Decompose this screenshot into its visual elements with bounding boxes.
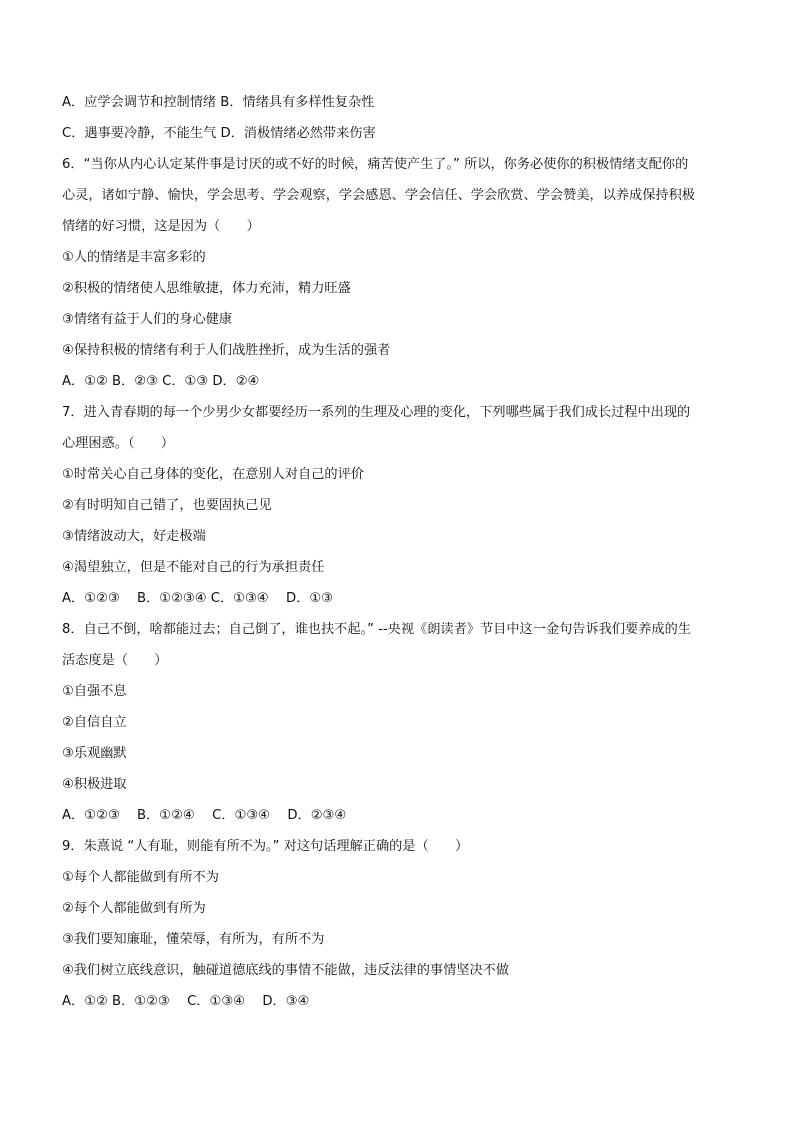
q8-statement-4: ④积极进取 xyxy=(62,777,127,792)
q6-stem-line-1: 6．“当你从内心认定某件事是讨厌的或不好的时候，痛苦使产生了。” 所以，你务必使你的积极情绪支配你的 xyxy=(62,157,689,172)
q9-statement-3: ③我们要知廉耻，懂荣辱，有所为，有所不为 xyxy=(62,932,325,947)
q8-answer-options: A．①②③ B．①②④ C．①③④ D．②③④ xyxy=(62,808,347,823)
q7-statement-2: ②有时明知自己错了，也要固执己见 xyxy=(62,498,272,513)
q9-statement-1: ①每个人都能做到有所不为 xyxy=(62,870,219,885)
q6-statement-4: ④保持积极的情绪有利于人们战胜挫折，成为生活的强者 xyxy=(62,343,391,358)
q7-statement-4: ④渴望独立，但是不能对自己的行为承担责任 xyxy=(62,560,325,575)
q6-stem-line-3: 情绪的好习惯，这是因为（ ） xyxy=(62,219,260,234)
q7-stem-line-2: 心理困惑。（ ） xyxy=(62,436,175,451)
q7-statement-3: ③情绪波动大，好走极端 xyxy=(62,529,206,544)
q6-statement-2: ②积极的情绪使人思维敏捷，体力充沛，精力旺盛 xyxy=(62,281,351,296)
q8-stem-line-2: 活态度是（ ） xyxy=(62,653,168,668)
q5-options-ab: A．应学会调节和控制情绪 B．情绪具有多样性复杂性 xyxy=(62,95,375,110)
q6-answer-options: A．①② B．②③ C．①③ D．②④ xyxy=(62,374,260,389)
q6-statement-1: ①人的情绪是丰富多彩的 xyxy=(62,250,206,265)
q8-statement-2: ②自信自立 xyxy=(62,715,127,730)
q7-answer-options: A．①②③ B．①②③④ C．①③④ D．①③ xyxy=(62,591,333,606)
q9-statement-4: ④我们树立底线意识，触碰道德底线的事情不能做，违反法律的事情坚决不做 xyxy=(62,963,510,978)
q6-stem-line-2: 心灵，诸如宁静、愉快，学会思考、学会观察，学会感恩、学会信任、学会欣赏、学会赞美，以养成保持积极 xyxy=(62,188,695,203)
q9-statement-2: ②每个人都能做到有所为 xyxy=(62,901,206,916)
q8-statement-3: ③乐观幽默 xyxy=(62,746,127,761)
q9-stem: 9．朱熹说 “人有耻，则能有所不为。” 对这句话理解正确的是（ ） xyxy=(62,839,469,854)
q9-answer-options: A．①② B．①②③ C．①③④ D．③④ xyxy=(62,994,310,1009)
q7-stem-line-1: 7．进入青春期的每一个少男少女都要经历一系列的生理及心理的变化，下列哪些属于我们成长过程中出现的 xyxy=(62,405,691,420)
q5-options-cd: C．遇事要冷静，不能生气 D．消极情绪必然带来伤害 xyxy=(62,126,376,141)
q6-statement-3: ③情绪有益于人们的身心健康 xyxy=(62,312,233,327)
q7-statement-1: ①时常关心自己身体的变化，在意别人对自己的评价 xyxy=(62,467,364,482)
q8-stem-line-1: 8．自己不倒，啥都能过去；自己倒了，谁也扶不起。” --央视《朗读者》节目中这一金句告诉我们要养成的生 xyxy=(62,622,691,637)
q8-statement-1: ①自强不息 xyxy=(62,684,127,699)
